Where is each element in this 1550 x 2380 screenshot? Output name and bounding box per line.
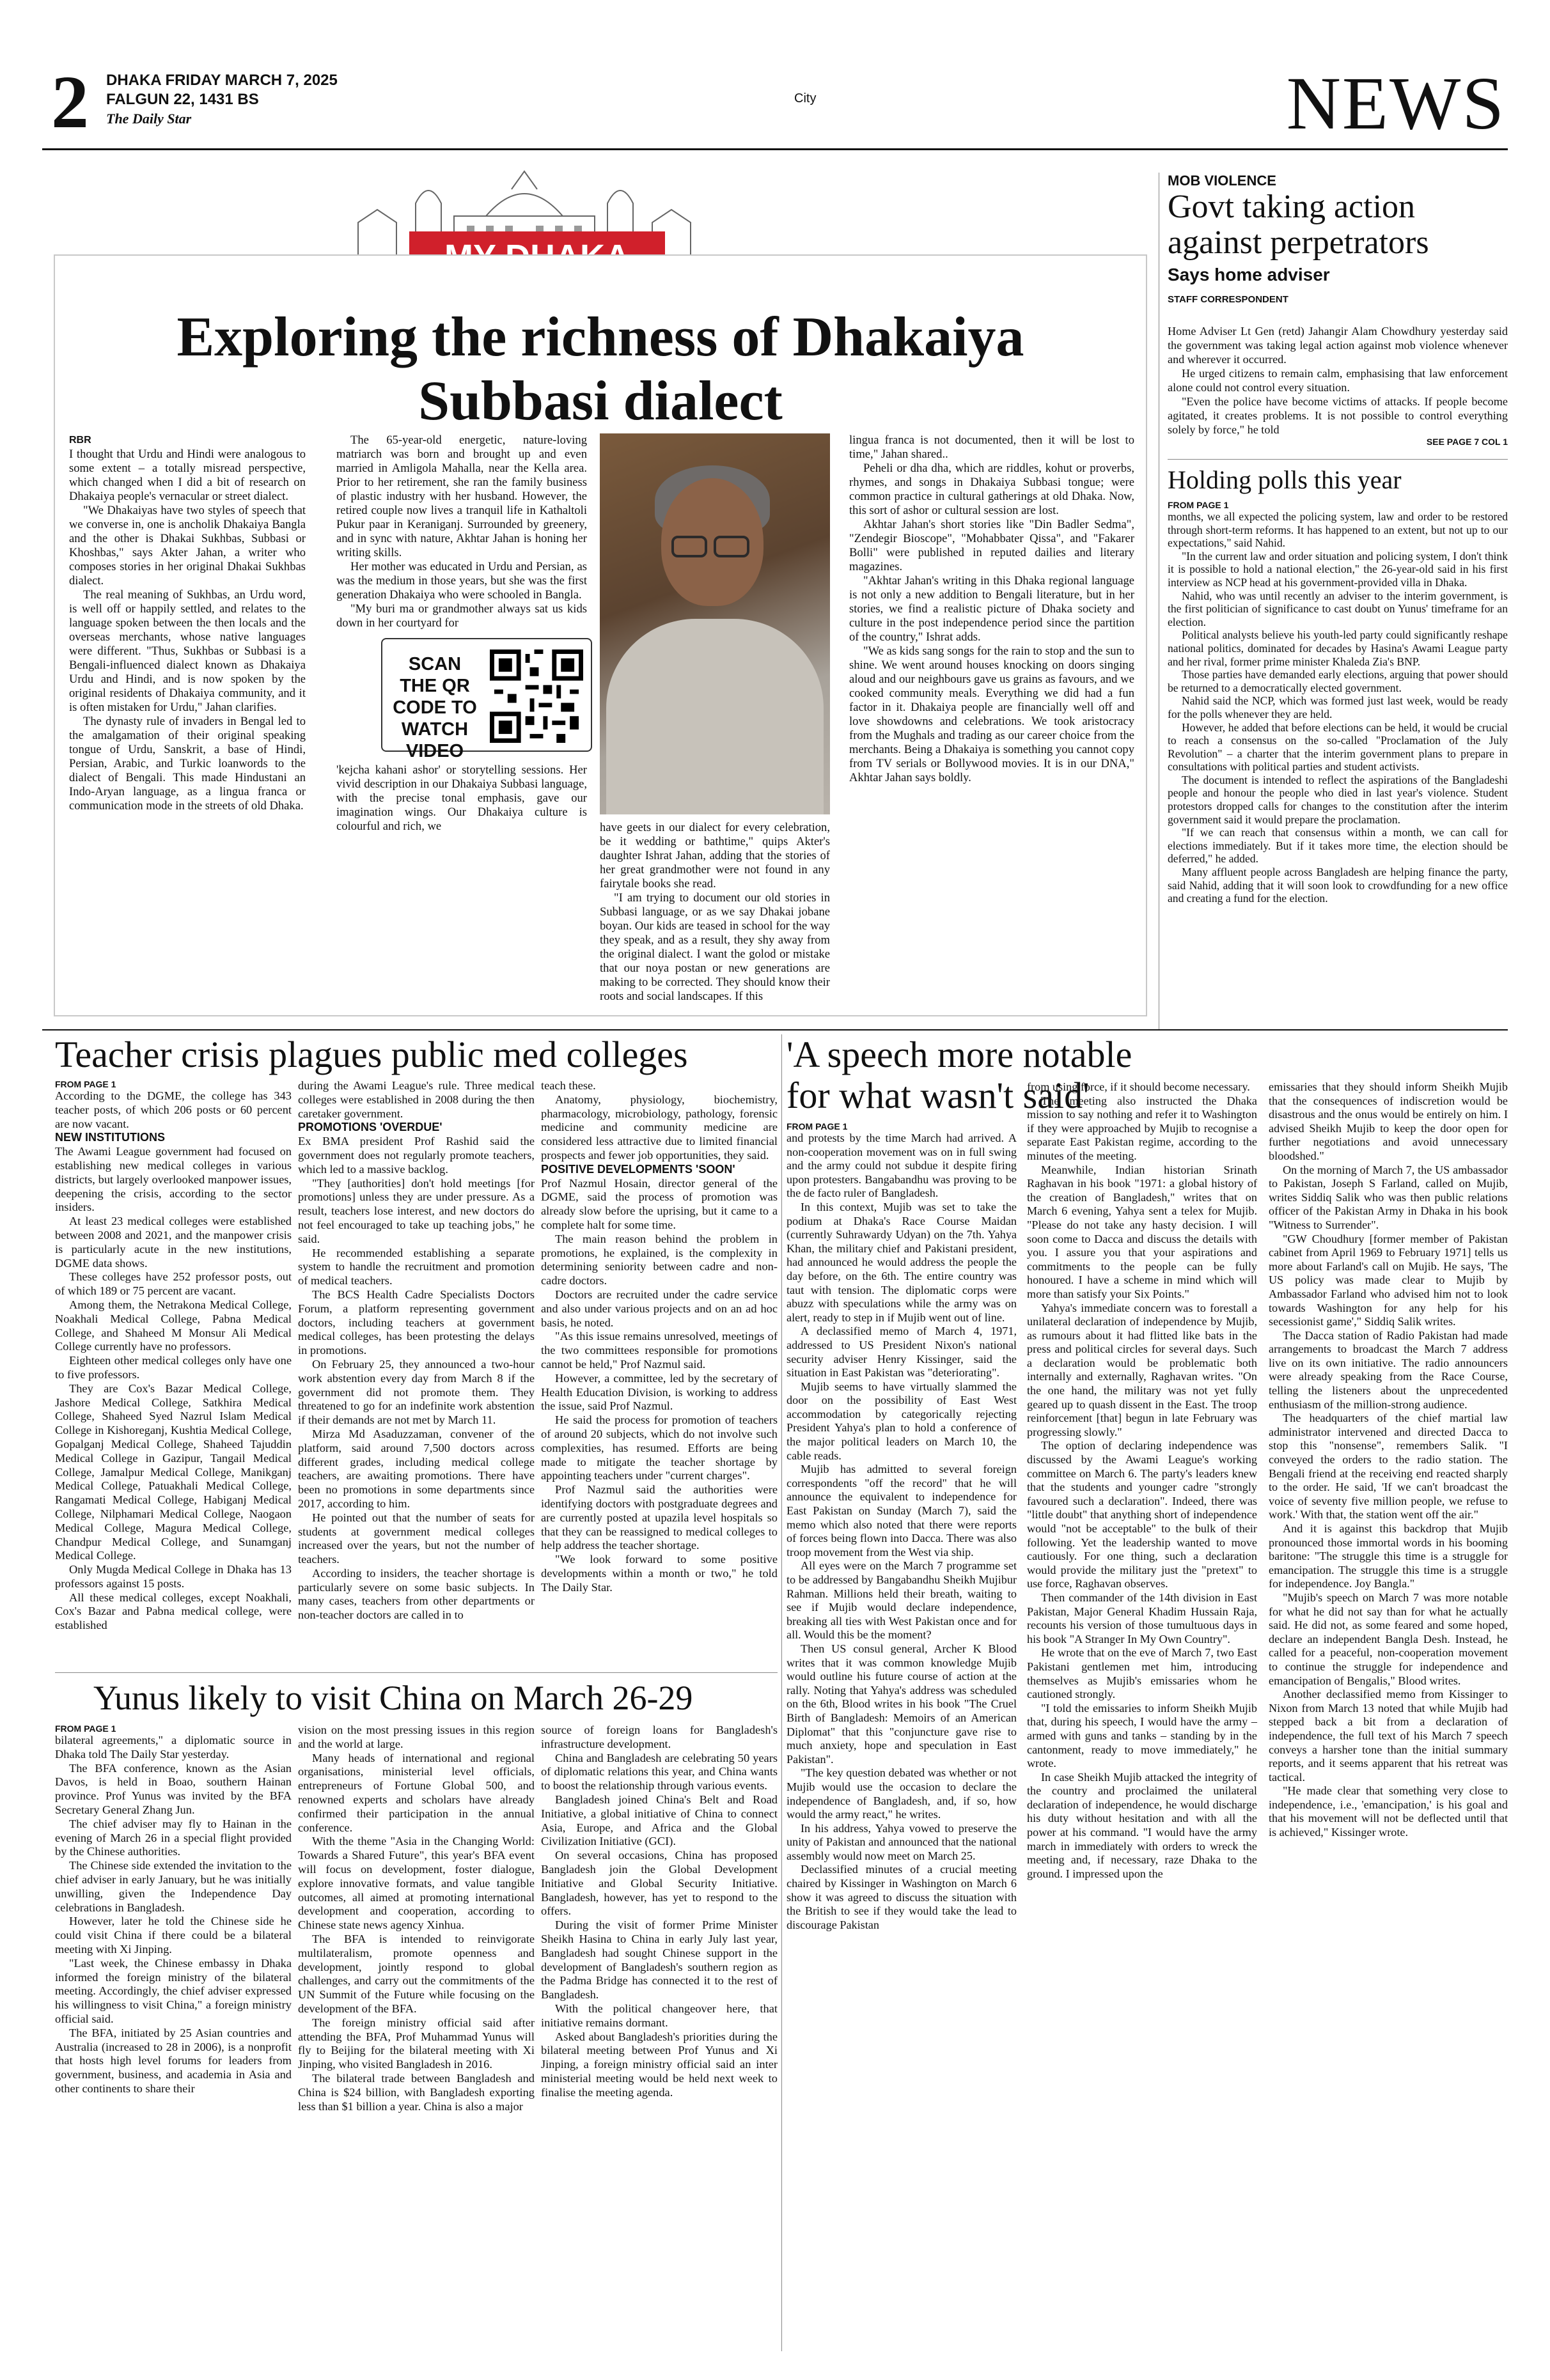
from-page: FROM PAGE 1 — [787, 1121, 848, 1132]
from-page: FROM PAGE 1 — [55, 1723, 116, 1734]
paragraph: However, a committee, led by the secretary of Health Education Division, is working to address the issue, said Prof Nazmul. — [541, 1371, 778, 1413]
paragraph: 'kejcha kahani ashor' or storytelling sessions. Her vivid description in our Dhakaiya Subbasi language, with the precise tonal emphasis, gave our imagination wings. Our Dhakaiya culture is colourful and rich, we — [336, 763, 587, 833]
paragraph: According to the DGME, the college has 343 teacher posts, of which 206 posts or 60 percent are now vacant. — [55, 1089, 292, 1130]
yunus-col-1 — [55, 1734, 292, 2096]
paragraph: In this context, Mujib was set to take the podium at Dhaka's Race Course Maidan (currently Suhrawardy Udyan) on the 7th. Yahya Khan, the military chief and Pakistani president, had announced he would address the people the day before, on the 6th. The entire country was taut with tension. The diplomatic corps were abuzz with speculations while the army was on alert, ready to step in if Mujib went out of line. — [787, 1200, 1017, 1324]
paragraph: With the theme "Asia in the Changing World: Towards a Shared Future", this year's BFA event will focus on development, foster dialogue, explore innovative formats, and value tangible outcomes, all aimed at promoting international development and cooperation, according to Chinese state news agency Xinhua. — [298, 1835, 535, 1932]
teacher-col-3 — [541, 1079, 778, 1594]
polls-article — [1168, 465, 1508, 905]
feature-col-2b — [336, 763, 587, 834]
paragraph: The Chinese side extended the invitation to the chief adviser in early January, but he was initially unwilling, given the Independence Day celebrations in Bangladesh. — [55, 1859, 292, 1914]
paragraph: Home Adviser Lt Gen (retd) Jahangir Alam Chowdhury yesterday said the government was taking legal action against mob violence whenever and wherever it occurred. — [1168, 325, 1508, 366]
paragraph: have geets in our dialect for every celebration, be it wedding or bathtime," quips Akter's daughter Ishrat Jahan, adding that the stories of her great grandmother were not found in any fairytale books she read. — [600, 821, 830, 891]
polls-headline: Holding polls this year — [1168, 465, 1402, 494]
teacher-headline: Teacher crisis plagues public med colleges — [55, 1034, 688, 1075]
paragraph: "I told the emissaries to inform Sheikh Mujib that, during his speech, I would have the army – armed with guns and tanks – standing by in the cantonment, ready to move immediately," he wrote. — [1027, 1701, 1257, 1770]
paragraph: "In the current law and order situation and policing system, I don't think it is possible to hold a national election," the 26-year-old said in his first interview as NCP head at his government-provided villa in Dhaka. — [1168, 549, 1508, 589]
feature-article — [54, 254, 1147, 1016]
paragraph: The document is intended to reflect the aspirations of the Bangladeshi people and honour the people who died in last year's violence. Student protestors dropped calls for changes to the constitution after the interim government said it would prepare the proclamation. — [1168, 773, 1508, 826]
yunus-col-3 — [541, 1723, 778, 2100]
paragraph: These colleges have 252 professor posts, out of which 189 or 75 percent are vacant. — [55, 1270, 292, 1298]
paragraph: All these medical colleges, except Noakhali, Cox's Bazar and Pabna medical college, were established — [55, 1591, 292, 1632]
polls-body — [1168, 510, 1508, 905]
paragraph: Many heads of international and regional organisations, ministerial level officials, entrepreneurs of Fortune Global 500, and renowned experts and scholars have already confirmed their participation in the annual conference. — [298, 1751, 535, 1834]
paragraph: A declassified memo of March 4, 1971, addressed to US President Nixon's national security adviser Henry Kissinger, said the situation in East Pakistan was "deteriorating". — [787, 1325, 1017, 1380]
feature-headline: Exploring the richness of Dhakaiya Subbasi dialect — [176, 306, 1024, 432]
paragraph: The option of declaring independence was discussed by the Awami League's working committee on March 6. The party's leaders knew that the students and younger cadre "strongly favoured such a declaration". Indeed, there was "little doubt" that anything short of independence would "not be acceptable" to the bulk of their following. Yet the leadership wanted to move cautiously. For one thing, such a declaration would provide the military just the "pretext" to use force, Raghavan observes. — [1027, 1439, 1257, 1591]
paragraph: Yahya's immediate concern was to forestall a unilateral declaration of independence by Mujib, as rumours about it had flitted like bats in the press and political circles for several days. Such a declaration would be problematic both internally and externally, Raghavan writes. "On the one hand, the military was not yet fully geared up to quash dissent in the East. The troop reinforcement [that] begun in late February was progressing slowly." — [1027, 1301, 1257, 1438]
masthead — [42, 60, 1508, 145]
paragraph: bilateral agreements," a diplomatic source in Dhaka told The Daily Star yesterday. — [55, 1734, 292, 1761]
paragraph: Political analysts believe his youth-led party could significantly reshape national politics, dominated for decades by Hasina's Awami League party and her rival, former prime minister Khaleda Zia's BNP. — [1168, 628, 1508, 668]
paragraph: "Akhtar Jahan's writing in this Dhaka regional language is not only a new addition to Bengali literature, but in her stories, we find a realistic picture of Dhaka society and culture in the post independence period since the partition of the country," Ishrat adds. — [849, 574, 1134, 644]
paragraph: The Awami League government had focused on establishing new medical colleges in various districts, but largely overlooked manpower issues, deepening the crisis, according to the sector insiders. — [55, 1145, 292, 1214]
paragraph: Meanwhile, Indian historian Srinath Raghavan in his book "1971: a global history of the creation of Bangladesh," writes that on March 6 evening, Yahya sent a telex for Mujib. "Please do not take any hasty decision. I will soon come to Dacca and discuss the details with you. I assure you that your aspirations and commitments to the people can be fully honoured. I have a scheme in mind which will more than satisfy your Six Points." — [1027, 1163, 1257, 1300]
paragraph: Then US consul general, Archer K Blood writes that it was common knowledge Mujib would outline his future course of action at the rally. Noting that Yahya's address was scheduled on the 6th, Blood writes in his book "The Cruel Birth of Bangladesh: Memoirs of an American Diplomat" that this "conjuncture gave rise to much anxiety, hope and speculation in East Pakistan". — [787, 1642, 1017, 1766]
paragraph: The 65-year-old energetic, nature-loving matriarch was born and brought up and even married in Amligola Mahalla, near the Kella area. Prior to her retirement, she ran the family business of plastic industry with her husband. However, the retired couple now lives a tranquil life in Kathaltoli Pukur paar in Keraniganj. Surrounded by greenery, and in sync with nature, Akhtar Jahan is honing her writing skills. — [336, 433, 587, 559]
paragraph: They are Cox's Bazar Medical College, Jashore Medical College, Satkhira Medical College, Shaheed Syed Nazrul Islam Medical College in Kishoreganj, Kushtia Medical College, Gopalganj Medical College, Shaheed Tajuddin Medical College in Gazipur, Tangail Medical College, Jamalpur Medical College, Manikganj Medical College, Patuakhali Medical College, Rangamati Medical College, Habiganj Medical College, Nilphamari Medical College, Naogaon Medical College, Magura Medical College, Chandpur Medical College, and Sunamganj Medical College. — [55, 1381, 292, 1562]
paragraph: Peheli or dha dha, which are riddles, kohut or proverbs, rhymes, and songs in Dhakaiya Subbasi tongue; were common practice in cultural gatherings at old Dhaka. Now, this sort of ashor or cultural session are lost. — [849, 462, 1134, 517]
teacher-col-1 — [55, 1089, 292, 1633]
paragraph: He pointed out that the number of seats for students at government medical colleges increased over the years, but not the number of teachers. — [298, 1511, 535, 1566]
paragraph: Nahid said the NCP, which was formed just last week, would be ready for the polls whenever they are held. — [1168, 694, 1508, 720]
paragraph: Anatomy, physiology, biochemistry, pharmacology, microbiology, pathology, forensic medicine and community medicine are considered less attractive due to limited financial prospects and fewer job opportunities, they said. — [541, 1093, 778, 1162]
paragraph: The Dacca station of Radio Pakistan had made arrangements to broadcast the March 7 address live on its own initiative. The radio announcers were already speaking from the Race Course, telling the listeners about the unprecedented enthusiasm of the million-strong audience. — [1269, 1328, 1508, 1411]
paragraph: At least 23 medical colleges were established between 2008 and 2021, and the manpower crisis is particularly acute in the new institutions, DGME data shows. — [55, 1215, 292, 1270]
teacher-col-2 — [298, 1079, 535, 1622]
paragraph: Bangladesh joined China's Belt and Road Initiative, a global initiative of China to connect Asia, Europe, and Africa and the Global Civilization Initiative (GCI). — [541, 1793, 778, 1848]
paragraph: Only Mugda Medical College in Dhaka has 13 professors against 15 posts. — [55, 1563, 292, 1590]
paragraph: The BFA is intended to reinvigorate multilateralism, promote openness and development, jointly respond to global challenges, and carry out the commitments of the UN Summit of the Future while focusing on the development of the BFA. — [298, 1932, 535, 2015]
paragraph: teach these. — [541, 1079, 596, 1092]
paragraph: China and Bangladesh are celebrating 50 years of diplomatic relations this year, and China wants to boost the relationship through various events. — [541, 1751, 778, 1793]
section-rule — [42, 1029, 1508, 1031]
section-head: POSITIVE DEVELOPMENTS 'SOON' — [541, 1162, 735, 1176]
paragraph: He wrote that on the eve of March 7, two East Pakistani gentlemen met him, introducing themselves as Mujib's emissaries whom he cautioned strongly. — [1027, 1646, 1257, 1701]
paragraph: All eyes were on the March 7 programme set to be addressed by Bangabandhu Sheikh Mujibur Rahman. Millions held their breath, waiting to see if Mujib would declare independence, breaking all ties with West Pakistan once and for all. Would this be the moment? — [787, 1559, 1017, 1642]
paragraph: during the Awami League's rule. Three medical colleges were established in 2008 during the then caretaker government. — [298, 1079, 535, 1120]
jump-link[interactable]: SEE PAGE 7 COL 1 — [1426, 437, 1508, 447]
yunus-col-2 — [298, 1723, 535, 2113]
date-block — [106, 71, 338, 128]
paragraph: Nahid, who was until recently an adviser to the interim government, is the first politician of significance to cast doubt on Yunus' timeframe for an election. — [1168, 589, 1508, 628]
paragraph: Mujib seems to have virtually slammed the door on the possibility of East West accommodation by categorically rejecting President Yahya's plan to hold a conference of the major political leaders on March 10, the cable reads. — [787, 1380, 1017, 1462]
paragraph: "My buri ma or grandmother always sat us kids down in her courtyard for — [336, 602, 587, 630]
section-head: NEW INSTITUTIONS — [55, 1131, 165, 1144]
paragraph: The headquarters of the chief martial law administrator intervened and directed Dacca to stop this "nonsense", remembers Salik. "I conveyed the orders to the radio station. The Bengali friend at the receiving end reacted sharply to the order. He said, 'If we can't broadcast the voice of seventy five million people, we refuse to work.' With that, the station went off the air." — [1269, 1412, 1508, 1521]
paragraph: In case Sheikh Mujib attacked the integrity of the country and proclaimed the unilateral declaration of independence, he would discharge his duty without hesitation and with all the power at his command. "I would have the army march in immediately with orders to wreck the meeting and, if necessary, raze Dhaka to the ground. I impressed upon the — [1027, 1770, 1257, 1880]
portrait-photo — [600, 433, 830, 814]
paragraph: Many affluent people across Bangladesh are helping finance the party, said Nahid, adding that it will soon look to crowdfunding for a new office and creating a fund for the election. — [1168, 866, 1508, 905]
paragraph: The BFA conference, known as the Asian Davos, is held in Boao, southern Hainan province. Prof Yunus was invited by the BFA Secretary General Zhang Jun. — [55, 1761, 292, 1816]
paragraph: The bilateral trade between Bangladesh and China is $24 billion, with Bangladesh exporting less than $1 billion a year. China is also a major — [298, 2071, 535, 2113]
paragraph: Ex BMA president Prof Rashid said the government does not regularly promote teachers, which led to a massive backlog. — [298, 1135, 535, 1176]
paragraph: "Even the police have become victims of attacks. If people become agitated, it creates problems. It is not possible to control everything solely by force," he told — [1168, 395, 1508, 436]
paragraph: The main reason behind the problem in promotions, he explained, is the complexity in determining seniority between cadre and non-cadre doctors. — [541, 1232, 778, 1287]
paragraph: Declassified minutes of a crucial meeting chaired by Kissinger in Washington on March 6 show it was agreed to discuss the situation with the British to see if they would take the lead to discourage Pakistan — [787, 1863, 1017, 1931]
paragraph: "He made clear that something very close to independence, i.e., 'emancipation,' is his goal and that his movement will not be deflected until that is achieved," Kissinger wrote. — [1269, 1784, 1508, 1839]
paragraph: The chief adviser may fly to Hainan in the evening of March 26 in a special flight provided by the Chinese authorities. — [55, 1817, 292, 1858]
paragraph: "We as kids sang songs for the rain to stop and the sun to shine. We went around houses knocking on doors singing aloud and our neighbours gave us grains as favours, and we cooked community meals. Everything we did had a fun factor in it. Dhakaiya people are financially well off and love showdowns and celebrations. We took aristocracy from the Mughals and trading as our career choice from the merchants. Being a Dhakaiya is something you cannot copy from TV serials or Bollywood movies. It is in our DNA," Akhtar Jahan says boldly. — [849, 644, 1134, 784]
paragraph: During the visit of former Prime Minister Sheikh Hasina to China in early July last year, Bangladesh had sought Chinese support in the development of Bangladesh's southern region as the Padma Bridge has connected it to the rest of Bangladesh. — [541, 1918, 778, 2002]
section-title: NEWS — [1286, 61, 1505, 145]
column-divider — [781, 1034, 782, 2351]
kicker: MOB VIOLENCE — [1168, 173, 1276, 189]
from-page: FROM PAGE 1 — [55, 1079, 116, 1089]
paragraph: On February 25, they announced a two-hour work abstention every day from March 8 if the government did not promote them. They threatened to go for an indefinite work abstention if their demands are not met by March 11. — [298, 1357, 535, 1427]
paragraph: Mirza Md Asaduzzaman, convener of the platform, said around 7,500 doctors across different grades, including medical college teachers, are awaiting promotions. There have been no promotions in some departments since 2017, according to him. — [298, 1427, 535, 1510]
paragraph: "The key question debated was whether or not Mujib would use the occasion to declare the independence of Bangladesh, and, if so, how would the army react," he writes. — [787, 1766, 1017, 1821]
feature-col-3 — [600, 821, 830, 1004]
paragraph: Eighteen other medical colleges only have one to five professors. — [55, 1354, 292, 1381]
paragraph: "GW Choudhury [former member of Pakistan cabinet from April 1969 to February 1971] tells us more about Farland's call on Mujib. He says, 'The US policy was made clear to Mujib by Ambassador Farland who advised him not to look towards Washington for any help for his secessionist game'," Siddiq Salik writes. — [1269, 1232, 1508, 1328]
paragraph: The BFA, initiated by 25 Asian countries and Australia (increased to 28 in 2006), is a nonprofit that hosts high level forums for leaders from government, business, and academia in Asia and other continents to share their — [55, 2026, 292, 2095]
paragraph: Prof Nazmul said the authorities were identifying doctors with postgraduate degrees and are currently posted at upazila level hospitals so that they can be reassigned to medical colleges to help address the teacher shortage. — [541, 1483, 778, 1552]
paragraph: "Mujib's speech on March 7 was more notable for what he did not say than for what he actually said. He did not, as some feared and some hoped, declare an independent Bangla Desh. Instead, he called for a peaceful, non-cooperation movement to continue the struggle for independence and emancipation of Bengalis," Blood writes. — [1269, 1591, 1508, 1687]
divider — [55, 1672, 778, 1673]
paper-name: The Daily Star — [106, 111, 192, 127]
paragraph: And it is against this backdrop that Mujib pronounced those immortal words in his booming baritone: "The struggle this time is a struggle for emancipation. The struggle this time is a struggle for independence. Joy Bangla." — [1269, 1522, 1508, 1591]
paragraph: emissaries that they should inform Sheikh Mujib that the consequences of indiscretion would be disastrous and the onus would be entirely on him. I advised Sheikh Mujib to keep the door open for further negotiations and avoid unnecessary bloodshed." — [1269, 1080, 1508, 1162]
paragraph: Asked about Bangladesh's priorities during the bilateral meeting between Prof Yunus and Xi Jinping, a foreign ministry official said an inter ministerial meeting would be held next week to finalise the meeting agenda. — [541, 2030, 778, 2099]
from-page: FROM PAGE 1 — [1168, 500, 1229, 510]
paragraph: However, he added that before elections can be held, it would be crucial to reach a consensus on the so-called "Proclamation of the July Revolution" – a charter that the interim government plans to prepare in consultations with political parties and student activists. — [1168, 720, 1508, 774]
paragraph: "We Dhakaiyas have two styles of speech that we converse in, one is ancholik Dhakaiya Bangla and the other is Dhakai Sukhbas, Subbasi or Khoshbas," says Akter Jahan, a writer who composes stories in her original Dhakai Sukhbas dialect. — [69, 504, 306, 587]
paragraph: In his address, Yahya vowed to preserve the unity of Pakistan and announced that the national assembly would now meet on March 25. — [787, 1821, 1017, 1862]
masthead-rule — [42, 148, 1508, 150]
qr-label: SCAN THE QR CODE TO WATCH VIDEO — [393, 654, 477, 761]
paragraph: He said the process for promotion of teachers of around 20 subjects, which do not involve such complexities, has resumed. Efforts are being made to mitigate the teacher shortage by appointing teachers under "current charges". — [541, 1413, 778, 1482]
paragraph: With the political changeover here, that initiative remains dormant. — [541, 2002, 778, 2029]
feature-col-4 — [849, 433, 1134, 785]
paragraph: Mujib has admitted to several foreign correspondents "off the record" that he will announce the equivalent to independence for East Pakistan on Sunday (March 7), said the memo which also noted that there were reports of forces being flown into Dacca. There was also troop movement from the West via ship. — [787, 1463, 1017, 1559]
paragraph: Another declassified memo from Kissinger to Nixon from March 13 noted that while Mujib had stepped back a bit from a declaration of independence, the full text of his March 7 speech conveys a harsher tone than the initial summary reports, and it seems apparent that his retreat was tactical. — [1269, 1688, 1508, 1784]
paragraph: "If we can reach that consensus within a month, we can call for elections immediately. But if it takes more time, the election should be deferred," he added. — [1168, 826, 1508, 866]
section-head: PROMOTIONS 'OVERDUE' — [298, 1121, 442, 1134]
divider — [1168, 459, 1508, 460]
paragraph: He recommended establishing a separate system to handle the recruitment and promotion of medical teachers. — [298, 1246, 535, 1287]
govt-headline: Govt taking action against perpetrators — [1168, 189, 1429, 261]
paragraph: However, later he told the Chinese side he could visit China if there could be a bilateral meeting with Xi Jinping. — [55, 1915, 292, 1956]
paragraph: On several occasions, China has proposed Bangladesh join the Global Development Initiative and Global Security Initiative. Bangladesh, however, has yet to respond to the offers. — [541, 1849, 778, 1918]
speech-col-1 — [787, 1132, 1017, 1932]
yunus-headline: Yunus likely to visit China on March 26-29 — [93, 1679, 693, 1717]
paragraph: Then commander of the 14th division in East Pakistan, Major General Khadim Hussain Raja, recounts his version of those tumultuous days in his book "A Stranger In My Own Country". — [1027, 1591, 1257, 1645]
paragraph: "Last week, the Chinese embassy in Dhaka informed the foreign ministry of the bilateral meeting. Accordingly, the chief adviser expressed his willingness to visit China," a foreign ministry official said. — [55, 1956, 292, 2025]
paragraph: Doctors are recruited under the cadre service and also under various projects and on an ad hoc basis, he noted. — [541, 1287, 778, 1329]
feature-col-2 — [336, 433, 587, 630]
govt-body — [1168, 324, 1508, 437]
paragraph: Akhtar Jahan's short stories like "Din Badler Sedma", "Zendegir Bioscope", "Mohabbater Qissa", and "Fakarer Bolli" were published in reputed dailies and literary magazines. — [849, 518, 1134, 573]
govt-subhead: Says home adviser — [1168, 265, 1330, 284]
paragraph: and protests by the time March had arrived. A non-cooperation movement was on in full swing and the army could not subdue it despite firing upon protesters. Bangabandhu was proving to be the de facto ruler of Bangladesh. — [787, 1132, 1017, 1200]
govt-article — [1168, 173, 1508, 447]
feature-col-1 — [69, 433, 306, 813]
paragraph: Those parties have demanded early elections, arguing that power should be returned to a democratically elected government. — [1168, 668, 1508, 694]
paragraph: Prof Nazmul Hosain, director general of the DGME, said the process of promotion was already slow before the uprising, but it came to a complete halt for some time. — [541, 1176, 778, 1231]
paragraph: I thought that Urdu and Hindi were analogous to some extent – a totally misread perspective, which changed when I did a bit of research on Dhakaiya people's vernacular or street dialect. — [69, 447, 306, 503]
paragraph: from using force, if it should become necessary. — [1027, 1080, 1250, 1093]
staff-byline: STAFF CORRESPONDENT — [1168, 294, 1288, 305]
date-line: DHAKA FRIDAY MARCH 7, 2025 — [106, 72, 338, 89]
paragraph: vision on the most pressing issues in this region and the world at large. — [298, 1723, 535, 1750]
paragraph: He urged citizens to remain calm, emphasising that law enforcement alone could not control every situation. — [1168, 367, 1508, 394]
paragraph: On the morning of March 7, the US ambassador to Pakistan, Joseph S Farland, called on Mujib, writes Siddiq Salik who was then public relations officer of the Pakistan Army in Dhaka in his book "Witness to Surrender". — [1269, 1163, 1508, 1231]
paragraph: lingua franca is not documented, then it will be lost to time," Jahan shared.. — [849, 433, 1134, 461]
paragraph: "They [authorities] don't hold meetings [for promotions] unless they are under pressure. As a result, teachers lose interest, and new doctors do not feel encouraged to take up teaching jobs," he said. — [298, 1176, 535, 1245]
section-label: City — [794, 91, 817, 105]
paragraph: Her mother was educated in Urdu and Persian, as was the medium in those years, but she was the first generation Dhakaiya who were schooled in Bangla. — [336, 560, 587, 602]
speech-col-2 — [1027, 1080, 1257, 1881]
paragraph: According to insiders, the teacher shortage is particularly severe on some basic subjects. In many cases, teachers from other departments or non-teacher doctors are called in to — [298, 1566, 535, 1622]
paragraph: "As this issue remains unresolved, meetings of the two committees responsible for promotions cannot be held," Prof Nazmul said. — [541, 1330, 778, 1371]
paragraph: source of foreign loans for Bangladesh's infrastructure development. — [541, 1723, 778, 1750]
qr-callout[interactable] — [381, 638, 592, 761]
byline: RBR — [69, 435, 91, 446]
paragraph: months, we all expected the policing system, law and order to be restored through short-term reforms. It has happened to an extent, but not up to our expectations," said Nahid. — [1168, 510, 1508, 550]
paragraph: The real meaning of Sukhbas, an Urdu word, is well off or happily settled, and relates to the language spoken between the then locals and the overseas merchants, whose native languages were different. "Thus, Sukhbas or Subbasi is a Bengali-influenced dialect known as Dhakaiya Urdu and Hindi, and is now spoken by the original residents of Dhakaiya community, and it is often mistaken for Urdu," Jahan clarifies. — [69, 588, 306, 714]
paragraph: The foreign ministry official said after attending the BFA, Prof Muhammad Yunus will fly to Beijing for the bilateral meeting with Xi Jinping, who visited Bangladesh in 2016. — [298, 2016, 535, 2071]
paragraph: "I am trying to document our old stories in Subbasi language, or as we say Dhakai jobane boyan. Our kids are teased in school for the way they speak, and as a result, they shy away from the original dialect. I want the golod or mistake that our noya postan or new generations are making to be corrected. They should know their roots and social landscapes. If this — [600, 891, 830, 1003]
paragraph: The dynasty rule of invaders in Bengal led to the amalgamation of their original speaking tongue of Urdu, Sanskrit, a base of Hindi, Persian, Arabic, and Turkic loanwords to the dialect of Bengali. This made Hindustani an Indo-Aryan language, as a lingua franca or communication mode in the streets of old Dhaka. — [69, 715, 306, 813]
paragraph: The meeting also instructed the Dhaka mission to say nothing and refer it to Washington if they were approached by Mujib to recognise a separate East Pakistan regime, according to the minutes of the meeting. — [1027, 1094, 1257, 1162]
paragraph: "We look forward to some positive developments within a month or two," he told The Daily Star. — [541, 1553, 778, 1594]
speech-headline: 'A speech more notable for what wasn't said' — [787, 1034, 1132, 1116]
paragraph: The BCS Health Cadre Specialists Doctors Forum, a platform representing government doctors, including teachers at government medical colleges, has been protesting the delays in promotions. — [298, 1287, 535, 1357]
bangla-date: FALGUN 22, 1431 BS — [106, 91, 259, 108]
speech-col-3 — [1269, 1080, 1508, 1840]
paragraph: Among them, the Netrakona Medical College, Noakhali Medical College, Pabna Medical College, and Shaheed M Monsur Ali Medical College currently have no professors. — [55, 1298, 292, 1353]
page-number: 2 — [51, 60, 89, 144]
qr-code-icon[interactable] — [490, 649, 583, 743]
